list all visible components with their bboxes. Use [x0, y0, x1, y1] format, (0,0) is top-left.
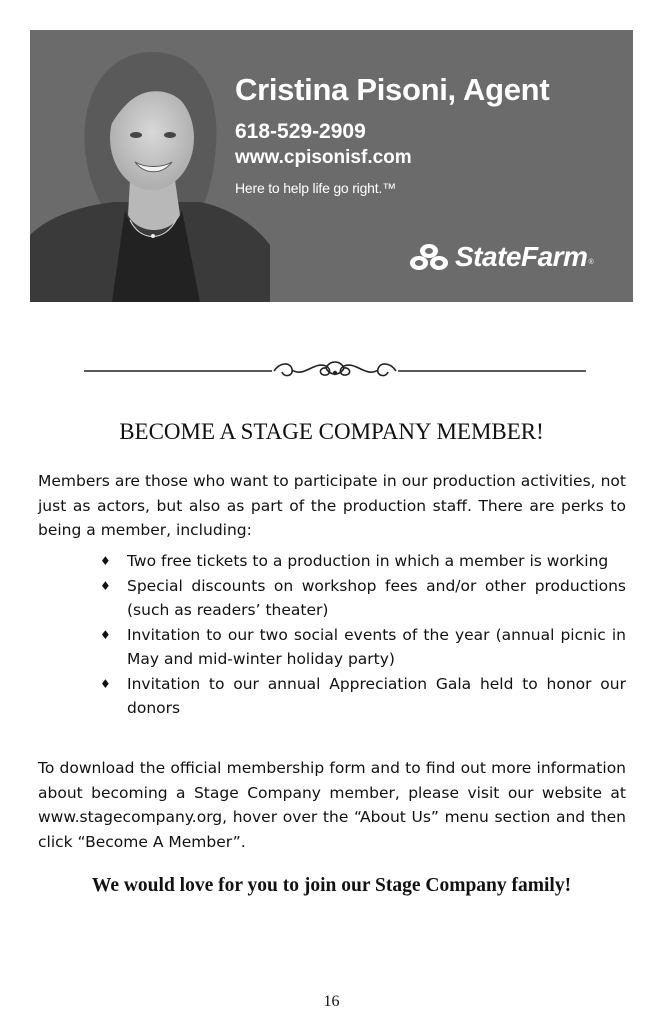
- diamond-bullet-icon: ♦: [100, 676, 111, 691]
- registered-mark: ®: [588, 259, 594, 266]
- agent-tagline: Here to help life go right.™: [235, 180, 396, 196]
- agent-phone: 618-529-2909: [235, 120, 366, 143]
- ornamental-divider-icon: [84, 356, 586, 384]
- list-item: [100, 549, 626, 574]
- list-item: [100, 623, 626, 672]
- state-farm-wordmark: StateFarm: [455, 241, 588, 272]
- page-number: 16: [323, 993, 340, 1010]
- diamond-bullet-icon: ♦: [100, 627, 111, 642]
- agent-website: www.cpisonisf.com: [235, 147, 412, 168]
- list-item: [100, 574, 626, 623]
- list-item: [100, 672, 626, 721]
- state-farm-ad: [30, 30, 633, 302]
- intro-paragraph: Members are those who want to participate in our production activities, not just as actors, but also as part of the production staff. There are perks to being a member, including:: [38, 472, 626, 539]
- perk-text: Invitation to our two social events of the year (annual picnic in May and mid-winter holiday party): [127, 625, 626, 668]
- state-farm-brand: [407, 240, 594, 274]
- diamond-bullet-icon: ♦: [100, 578, 111, 593]
- perk-text: Two free tickets to a production in which a member is working: [127, 552, 609, 570]
- agent-photo: [30, 30, 270, 302]
- perk-text: Special discounts on workshop fees and/or other productions (such as readers’ theater): [127, 576, 626, 619]
- perks-list: [100, 549, 626, 721]
- section-heading: BECOME A STAGE COMPANY MEMBER!: [119, 419, 544, 444]
- closing-line: We would love for you to join our Stage Company family!: [91, 875, 572, 896]
- download-info-paragraph: To download the official membership form and to find out more information about becoming a Stage Company member, please visit our website at www.stagecompany.org, hover over the “About Us” menu section and then click “Become A Member”.: [38, 759, 626, 851]
- diamond-bullet-icon: ♦: [100, 554, 111, 568]
- agent-name: Cristina Pisoni, Agent: [235, 72, 550, 107]
- state-farm-logo-icon: [407, 242, 451, 272]
- perk-text: Invitation to our annual Appreciation Gala held to honor our donors: [127, 674, 626, 717]
